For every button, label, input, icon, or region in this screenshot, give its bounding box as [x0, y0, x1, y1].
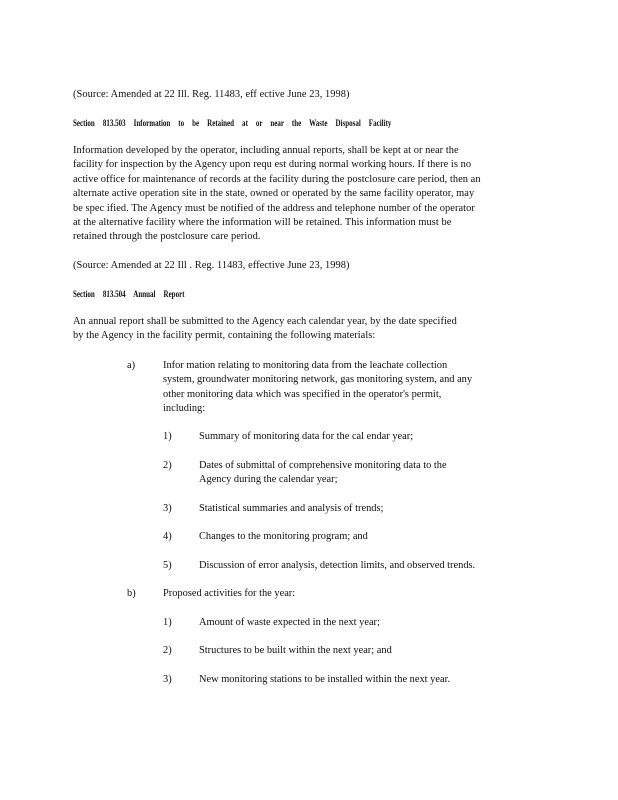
- sublist-label: 5): [163, 560, 172, 571]
- sublist-item: Statistical summaries and analysis of trends;: [199, 503, 384, 514]
- section-header-813-503: Section 813.503 Information to be Retained at or near the Waste Disposal Facility: [73, 118, 392, 128]
- source-note: (Source: Amended at 22 Ill. Reg. 11483, eff ective June 23, 1998): [73, 89, 350, 100]
- sublist-label: 2): [163, 645, 172, 656]
- sublist-label: 4): [163, 531, 172, 542]
- sublist-item: Summary of monitoring data for the cal endar year;: [199, 431, 414, 442]
- sublist-item: Discussion of error analysis, detection limits, and observed trends.: [199, 560, 476, 571]
- source-note: (Source: Amended at 22 Ill . Reg. 11483, effective June 23, 1998): [73, 260, 350, 271]
- sublist-item: New monitoring stations to be installed within the next year.: [199, 674, 451, 685]
- list-item-a: Infor mation relating to monitoring data from the leachate collection system, groundwater monitoring network, gas monitoring system, and any other monitoring data which was specified in the operator's permit, including:: [163, 360, 473, 415]
- sublist-item: Amount of waste expected in the next year;: [199, 617, 380, 628]
- section-header-813-504: Section 813.504 Annual Report: [73, 289, 185, 299]
- sublist-item: Changes to the monitoring program; and: [199, 531, 368, 542]
- sublist-label: 1): [163, 431, 172, 442]
- sublist-label: 2): [163, 460, 172, 471]
- sublist-label: 1): [163, 617, 172, 628]
- section-504-intro: An annual report shall be submitted to the Agency each calendar year, by the date specified by the Agency in the facility permit, containing the following materials:: [73, 316, 457, 342]
- sublist-label: 3): [163, 674, 172, 685]
- section-503-body: Information developed by the operator, including annual reports, shall be kept at or near the facility for inspection by the Agency upon requ est during normal working hours. If there is no active office for maintenance of records at the facility during the postclosure care period, then an alternate active operation site in the state, owned or operated by the same facility operator, may be spec ified. The Agency must be notified of the address and telephone number of the operator at the alternative facility where the information will be retained. This information must be retained through the postclosure care period.: [73, 145, 481, 243]
- sublist-label: 3): [163, 503, 172, 514]
- list-label-b: b): [127, 588, 136, 599]
- sublist-item: Structures to be built within the next year; and: [199, 645, 392, 656]
- sublist-item: Dates of submittal of comprehensive monitoring data to the Agency during the calendar year;: [199, 460, 447, 486]
- list-item-b: Proposed activities for the year:: [163, 588, 296, 599]
- list-label-a: a): [127, 360, 136, 371]
